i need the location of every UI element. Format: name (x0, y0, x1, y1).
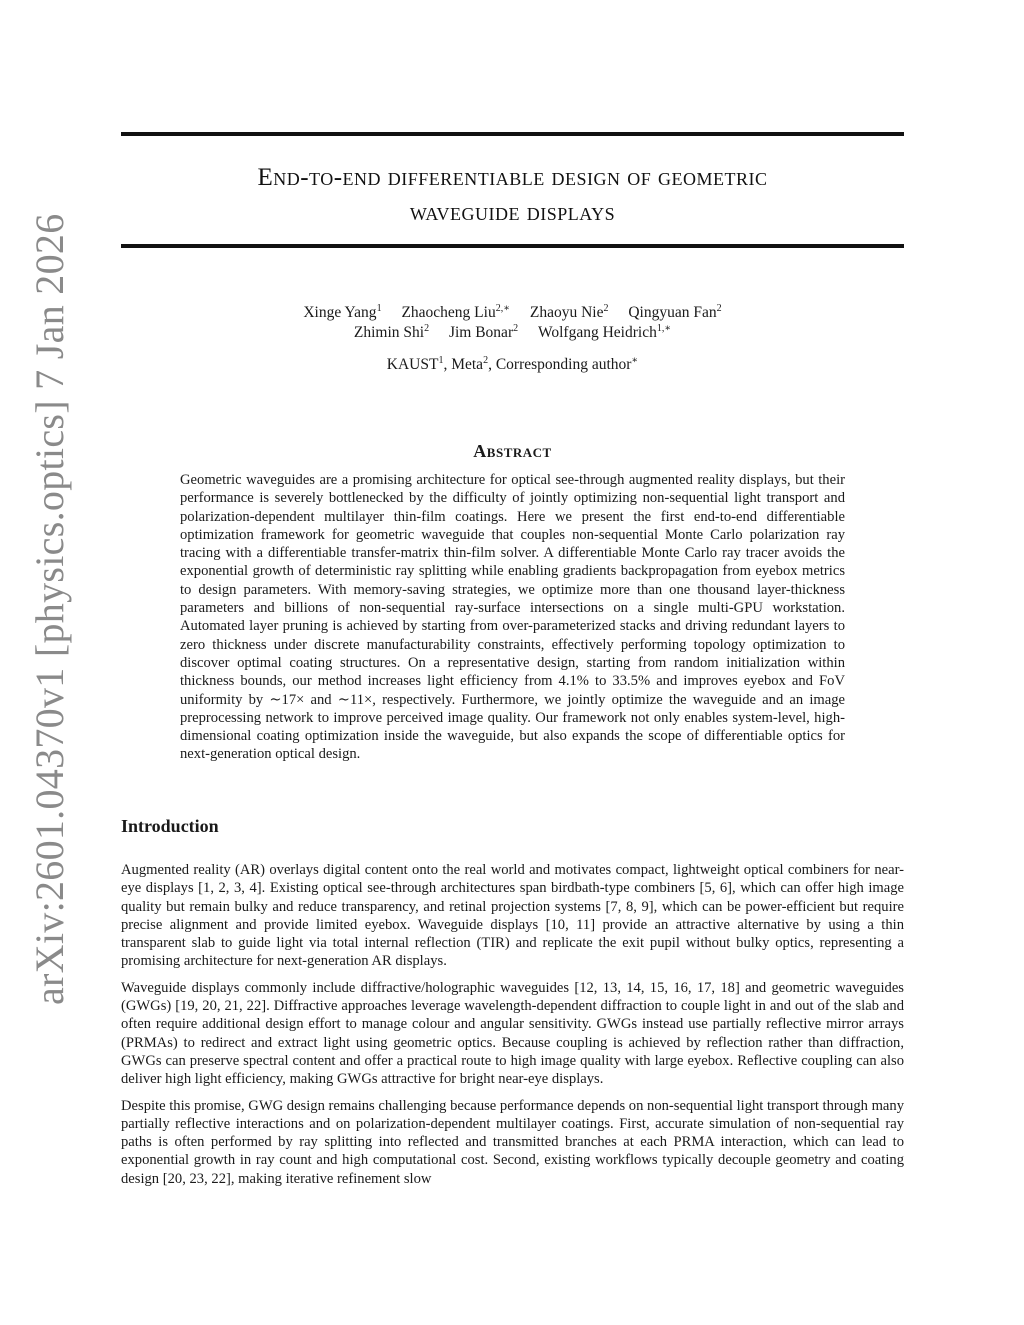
affiliation: Meta$^2$, (451, 355, 496, 373)
author: Zhaoyu Nie$^2$ (529, 303, 609, 321)
affiliations (121, 356, 904, 374)
arxiv-side-stamp: arXiv:2601.04370v1 [physics.optics] 7 Jan 2026 (27, 213, 72, 1005)
body-paragraph: Waveguide displays commonly include diffractive/holographic waveguides [12, 13, 14, 15, 16, 17, 18] and geometric waveguides (GWGs) [19, 20, 21, 22]. Diffractive approaches leverage wavelength-dependent diffraction to couple light in and out of the slab and often require additional design effort to manage colour and angular sensitivity. GWGs instead use partially reflective mirror arrays (PRMAs) to redirect and extract light using geometric optics. Because coupling is achieved by reflection rather than diffraction, GWGs can preserve spectral content and offer a practical route to high image quality with large eyebox. Reflective coupling can also deliver high light efficiency, making GWGs attractive for bright near-eye displays. (121, 979, 904, 1088)
affiliation: KAUST$^1$, (386, 355, 452, 373)
author: Xinge Yang$^1$ (303, 303, 382, 321)
title-line-2: waveguide displays (409, 199, 616, 226)
author-line-1 (121, 303, 904, 323)
section-heading-introduction: Introduction (121, 816, 219, 836)
abstract-heading: Abstract (473, 441, 552, 461)
body-paragraph: Despite this promise, GWG design remains challenging because performance depends on non-sequential light transport through many partially reflective interactions and on polarization-dependent multilayer coatings. First, accurate simulation of non-sequential ray paths is often performed by ray splitting into reflected and transmitted branches at each PRMA interaction, which can lead to exponential growth in ray count and high computational cost. Second, existing workflows typically decouple geometry and coating design [20, 23, 22], making iterative refinement slow (121, 1097, 904, 1187)
paper-title (121, 160, 904, 230)
abstract-text: Geometric waveguides are a promising architecture for optical see-through augmented reality displays, but their performance is severely bottlenecked by the difficulty of jointly optimizing non-sequential light transport and polarization-dependent multilayer thin-film coatings. Here we present the first end-to-end differentiable optimization framework for geometric waveguide that couples non-sequential Monte Carlo polarization ray tracing with a differentiable transfer-matrix thin-film solver. A differentiable Monte Carlo ray tracer avoids the exponential growth of deterministic ray splitting while enabling gradients backpropagation from eyebox metrics to design parameters. With memory-saving strategies, we optimize more than one thousand layer-thickness parameters and billions of non-sequential ray-surface intersections on a single multi-GPU workstation. Automated layer pruning is achieved by starting from over-parameterized stacks and driving redundant layers to zero thickness under discrete manufacturability constraints, effectively performing topology optimization to discover optimal coating structures. On a representative design, starting from random initialization within thickness bounds, our method increases light efficiency from 4.1% to 33.5% and improves eyebox and FoV uniformity by ∼17× and ∼11×, respectively. Furthermore, we jointly optimize the waveguide and an image preprocessing network to improve perceived image quality. Our framework not only enables system-level, high-dimensional coating optimization inside the waveguide, but also expands the scope of differentiable optics for next-generation optical design. (180, 472, 845, 763)
author: Wolfgang Heidrich$^{1,∗}$ (537, 323, 672, 341)
author: Zhaocheng Liu$^{2,∗}$ (401, 303, 510, 321)
title-bottom-rule (121, 244, 904, 248)
author: Qingyuan Fan$^2$ (628, 303, 722, 321)
title-line-1: End-to-end differentiable design of geometric (257, 164, 768, 191)
author: Jim Bonar$^2$ (448, 323, 519, 341)
body-paragraph: Augmented reality (AR) overlays digital content onto the real world and motivates compact, lightweight optical combiners for near-eye displays [1, 2, 3, 4]. Existing optical see-through architectures span birdbath-type combiners [5, 6], which can offer high image quality but remain bulky and reduce transparency, and retinal projection systems [7, 8, 9], which can be power-efficient but require precise alignment and provide limited eyebox. Waveguide displays [10, 11] provide an attractive alternative by using a thin transparent slab to guide light via total internal reflection (TIR) and replicate the exit pupil without bulky optics, representing a promising architecture for next-generation AR displays. (121, 862, 904, 970)
author-line-2 (121, 323, 904, 343)
affiliation: Corresponding author∗ (495, 355, 639, 373)
author-list (121, 303, 904, 343)
title-top-rule (121, 132, 904, 136)
introduction-body (121, 861, 904, 1196)
author: Zhimin Shi$^2$ (353, 323, 430, 341)
